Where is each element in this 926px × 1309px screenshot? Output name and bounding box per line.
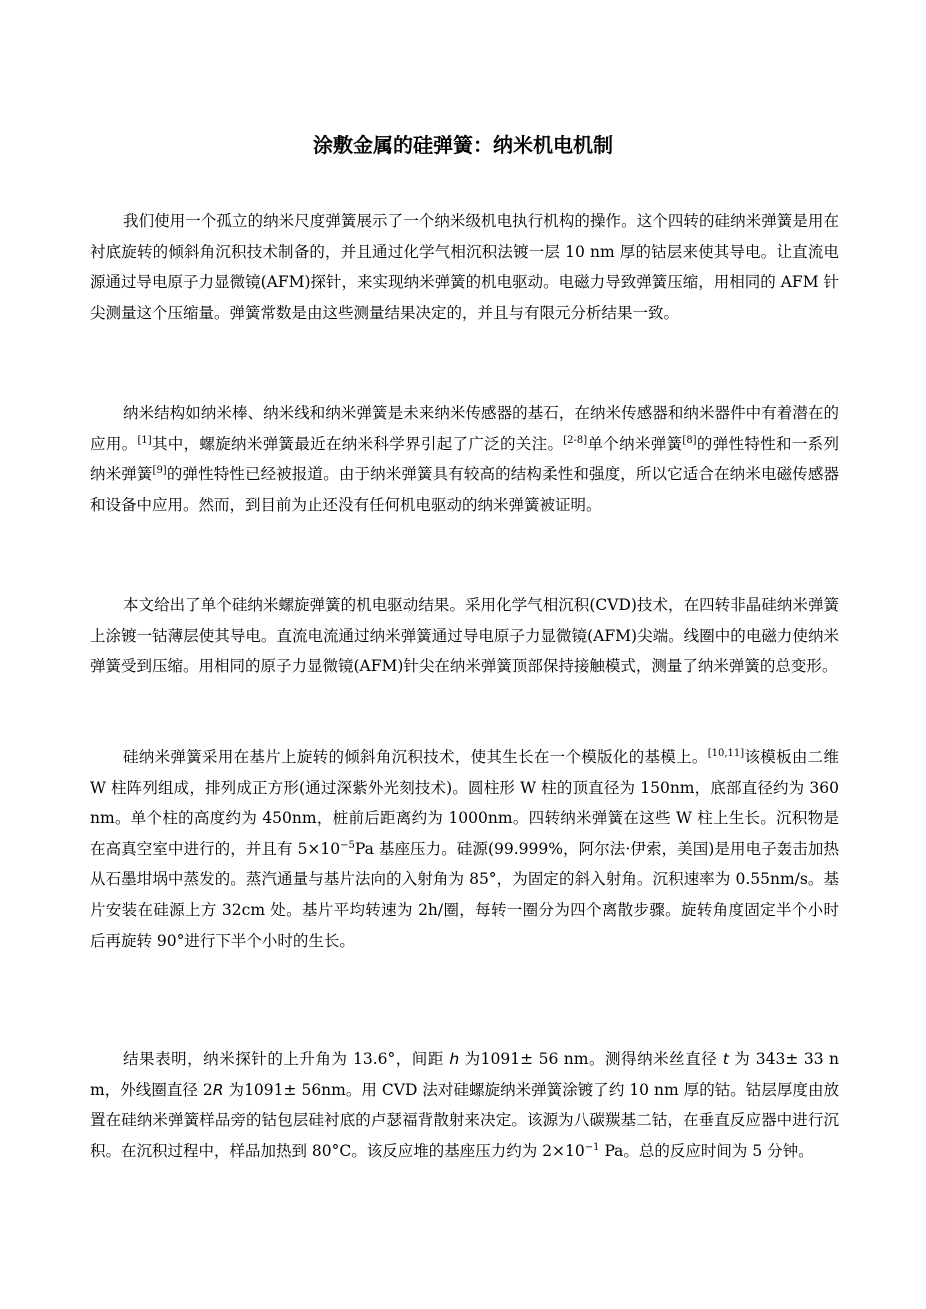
exponent: −1	[584, 1141, 600, 1153]
paragraph-text: 硅纳米弹簧采用在基片上旋转的倾斜角沉积技术，使其生长在一个模版化的基模上。	[123, 748, 708, 766]
paragraph-text: 为1091± 56nm。用 CVD 法对硅螺旋纳米弹簧涂镀了约 10 nm 厚的钴。钴层厚度由放置在硅纳米弹簧样品旁的钴包层硅衬底的卢瑟福背散射来决定。该源为八碳羰基二钴，在垂直反应器中进行沉积。在沉积过程中，样品加热到 80°C。该反应堆的基座压力约为 2×10	[90, 1080, 839, 1160]
paragraph-text: Pa 基座压力。硅源(99.999%，阿尔法·伊索，美国)是用电子轰击加热从石墨坩埚中蒸发的。蒸汽通量与基片法向的入射角为 85°，为固定的斜入射角。沉积速率为 0.55nm/s。基片安装在硅源上方 32cm 处。基片平均转速为 2h/圈，每转一圈分为四个离散步骤。旋转角度固定半个小时后再旋转 90°进行下半个小时的生长。	[90, 839, 839, 950]
abstract-paragraph: 我们使用一个孤立的纳米尺度弹簧展示了一个纳米级机电执行机构的操作。这个四转的硅纳米弹簧是用在衬底旋转的倾斜角沉积技术制备的，并且通过化学气相沉积法镀一层 10 nm 厚的钴层来使其导电。让直流电源通过导电原子力显微镜(AFM)探针，来实现纳米弹簧的机电驱动。电磁力导致弹簧压缩，用相同的 AFM 针尖测量这个压缩量。弹簧常数是由这些测量结果决定的，并且与有限元分析结果一致。	[90, 212, 839, 322]
paragraph-text: 纳米结构如纳米棒、纳米线和纳米弹簧是未来纳米传感器的基石，在纳米传感器和纳米器件中有着潜在的应用。	[90, 404, 839, 453]
citation-ref: [1]	[137, 434, 152, 446]
variable-t: t	[722, 1050, 729, 1068]
citation-ref: [8]	[682, 434, 697, 446]
citation-ref: [9]	[152, 465, 167, 477]
paragraph-text: 为1091± 56 nm。测得纳米丝直径	[459, 1050, 723, 1068]
paragraph-text: Pa。总的反应时间为 5 分钟。	[599, 1141, 814, 1160]
paragraph-text: 结果表明，纳米探针的上升角为 13.6°，间距	[123, 1050, 450, 1068]
paragraph-text: 单个纳米弹簧	[587, 434, 683, 453]
paragraph-text: 该模板由二维 W 柱阵列组成，排列成正方形(通过深紫外光刻技术)。圆柱形 W 柱的顶直径为 150nm，底部直径约为 360nm。单个柱的高度约为 450nm，桩前后距离约为 1000nm。四转纳米弹簧在这些 W 柱上生长。沉积物是在高真空室中进行的，并且有 5×10	[90, 748, 839, 858]
paragraph-text: 为 343± 33 nm，外线圈直径 2	[90, 1050, 839, 1099]
results-paragraph	[90, 1044, 839, 1166]
paragraph-text: 的弹性特性和一系列纳米弹簧	[90, 434, 839, 484]
exponent: −5	[340, 839, 355, 851]
paragraph-text: 其中，螺旋纳米弹簧最近在纳米科学界引起了广泛的关注。	[151, 434, 564, 453]
citation-ref: [2-8]	[563, 434, 588, 446]
paper-title: 涂敷金属的硅弹簧：纳米机电机制	[313, 133, 613, 157]
variable-h: h	[449, 1050, 460, 1068]
paragraph-text: 的弹性特性已经被报道。由于纳米弹簧具有较高的结构柔性和强度，所以它适合在纳米电磁传感器和设备中应用。然而，到目前为止还没有任何机电驱动的纳米弹簧被证明。	[90, 465, 839, 514]
method-paragraph: 本文给出了单个硅纳米螺旋弹簧的机电驱动结果。采用化学气相沉积(CVD)技术，在四转非晶硅纳米弹簧上涂镀一钴薄层使其导电。直流电流通过纳米弹簧通过导电原子力显微镜(AFM)尖端。线圈中的电磁力使纳米弹簧受到压缩。用相同的原子力显微镜(AFM)针尖在纳米弹簧顶部保持接触模式，测量了纳米弹簧的总变形。	[90, 596, 839, 676]
fabrication-paragraph	[90, 742, 839, 956]
citation-ref: [10,11]	[707, 747, 745, 759]
variable-r: R	[212, 1080, 224, 1099]
intro-paragraph	[90, 398, 839, 520]
